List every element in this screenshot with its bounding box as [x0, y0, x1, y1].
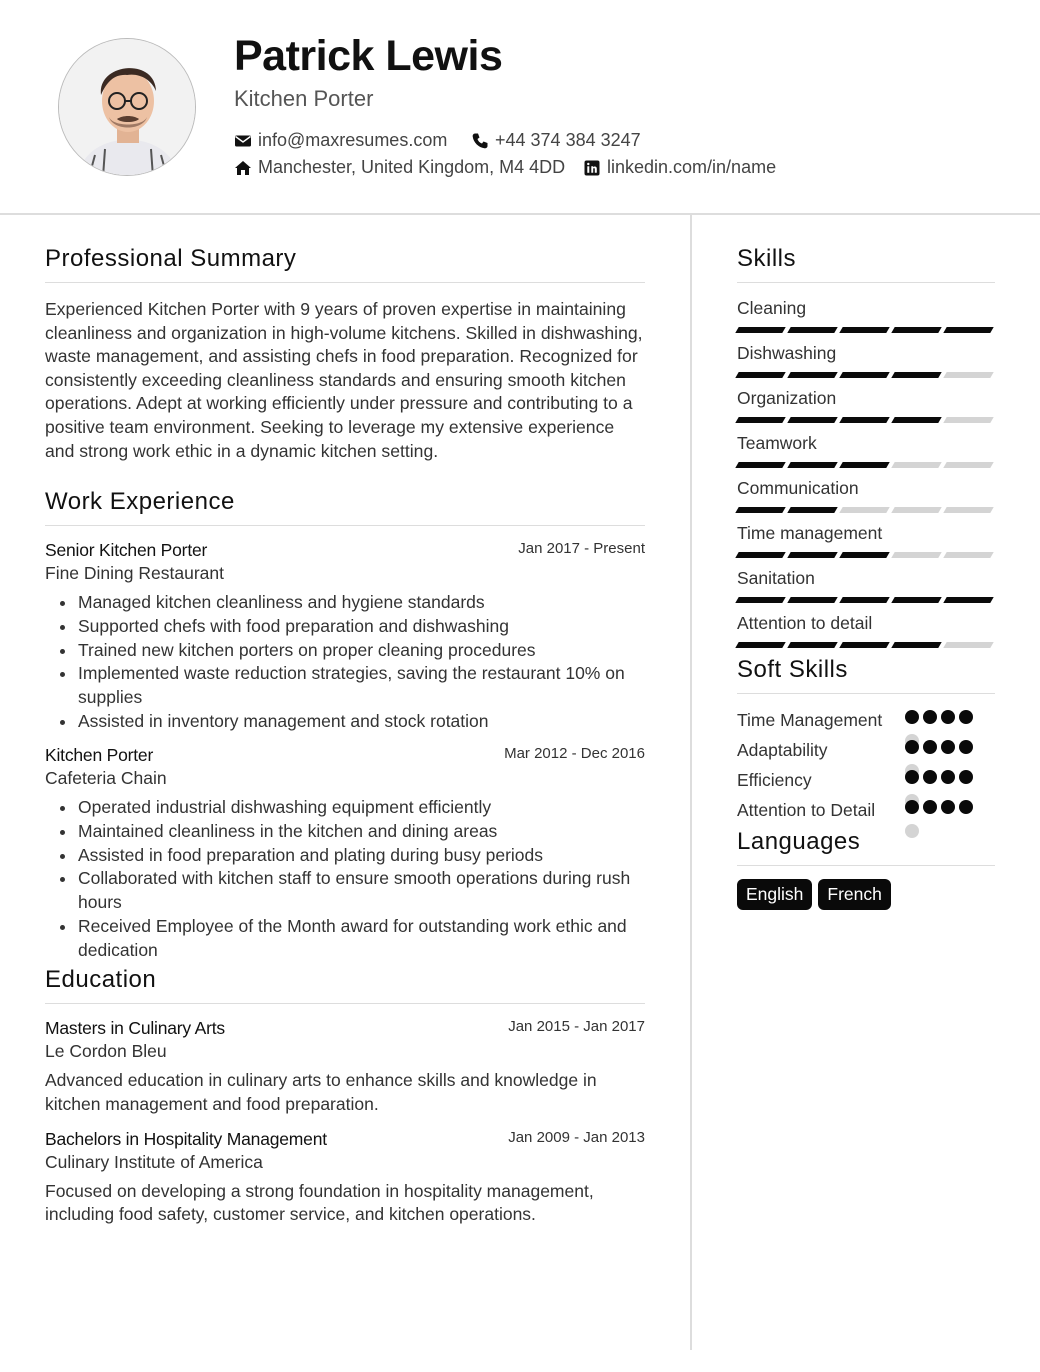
skill-level-bar [737, 462, 995, 468]
bullet-item: Implemented waste reduction strategies, saving the restaurant 10% on supplies [45, 662, 645, 709]
skill-item [737, 298, 995, 333]
rating-dot [905, 800, 919, 814]
skill-level-segment [787, 327, 837, 333]
job-title: Kitchen Porter [234, 86, 374, 111]
soft-skill-rating [905, 800, 985, 838]
skill-level-segment [735, 327, 785, 333]
bullet-item: Trained new kitchen porters on proper cleaning procedures [45, 639, 645, 663]
linkedin-text: linkedin.com/in/name [607, 157, 777, 177]
phone-text: +44 374 384 3247 [495, 130, 641, 150]
contact-phone[interactable] [471, 130, 641, 151]
skill-item [737, 343, 995, 378]
soft-skill-name: Time Management [737, 710, 883, 730]
skill-level-bar [737, 372, 995, 378]
rating-dot [905, 740, 919, 754]
contact-address [234, 157, 565, 178]
job-company: Cafeteria Chain [45, 768, 167, 789]
languages-heading: Languages [737, 828, 995, 866]
skill-item [737, 613, 995, 648]
home-icon [234, 159, 252, 177]
envelope-icon [234, 132, 252, 150]
rating-dot [923, 800, 937, 814]
bullet-item: Maintained cleanliness in the kitchen and dining areas [45, 820, 645, 844]
education-entry [45, 1129, 645, 1227]
education-description: Focused on developing a strong foundation in hospitality management, including food safety, customer service, and kitchen operations. [45, 1180, 594, 1225]
skill-level-segment [735, 552, 785, 558]
skill-level-segment [839, 507, 889, 513]
skill-name: Communication [737, 478, 859, 498]
skill-level-segment [735, 372, 785, 378]
bullet-item: Collaborated with kitchen staff to ensure smooth operations during rush hours [45, 867, 645, 914]
rating-dot [923, 710, 937, 724]
skill-level-segment [839, 552, 889, 558]
skill-level-segment [787, 417, 837, 423]
soft-skills-heading: Soft Skills [737, 656, 995, 694]
education-entry [45, 1018, 645, 1116]
rating-dot [923, 770, 937, 784]
skill-level-bar [737, 417, 995, 423]
skill-level-bar [737, 642, 995, 648]
skill-item [737, 523, 995, 558]
skill-level-segment [839, 642, 889, 648]
skill-level-segment [891, 417, 941, 423]
address-text: Manchester, United Kingdom, M4 4DD [258, 157, 566, 177]
skill-level-bar [737, 507, 995, 513]
education-heading: Education [45, 966, 645, 1004]
skill-level-segment [735, 597, 785, 603]
resume-header [0, 0, 1040, 215]
soft-skill-name: Adaptability [737, 740, 828, 760]
skill-level-segment [839, 372, 889, 378]
skill-name: Organization [737, 388, 837, 408]
skill-level-segment [787, 552, 837, 558]
soft-skill-item [737, 768, 995, 792]
skill-level-segment [943, 597, 993, 603]
skill-level-segment [839, 462, 889, 468]
education-dates: Jan 2009 - Jan 2013 [508, 1128, 645, 1146]
rating-dot [959, 740, 973, 754]
job-role: Kitchen Porter [45, 745, 154, 766]
soft-skills-list [737, 708, 995, 822]
rating-dot [941, 710, 955, 724]
skill-item [737, 388, 995, 423]
skill-level-segment [891, 642, 941, 648]
languages-list [737, 879, 995, 910]
rating-dot [905, 710, 919, 724]
skill-name: Teamwork [737, 433, 817, 453]
summary-text: Experienced Kitchen Porter with 9 years of proven expertise in maintaining cleanliness and organization in high-volume kitchens. Skilled in dishwashing, waste management, and assisting chefs in food preparation. Recognized for consistently exceeding cleanliness standards and ensuring smooth kitchen operations. Adept at working efficiently under pressure and contributing to a positive team environment. Seeking to leverage my extensive experience and strong work ethic in a dynamic kitchen setting. [45, 299, 643, 461]
rating-dot [941, 740, 955, 754]
rating-dot [923, 740, 937, 754]
skill-level-segment [839, 597, 889, 603]
phone-icon [471, 132, 489, 150]
rating-dot [959, 800, 973, 814]
skill-level-bar [737, 327, 995, 333]
experience-heading: Work Experience [45, 488, 645, 526]
degree-name: Masters in Culinary Arts [45, 1018, 225, 1039]
skills-heading: Skills [737, 245, 995, 283]
linkedin-icon [583, 159, 601, 177]
skill-level-segment [735, 642, 785, 648]
skill-name: Sanitation [737, 568, 815, 588]
rating-dot [959, 710, 973, 724]
soft-skill-name: Attention to Detail [737, 800, 876, 820]
candidate-name: Patrick Lewis [234, 32, 503, 80]
skill-level-segment [735, 417, 785, 423]
soft-skill-item [737, 708, 995, 732]
skill-level-segment [891, 327, 941, 333]
skill-name: Dishwashing [737, 343, 837, 363]
job-dates: Jan 2017 - Present [518, 540, 645, 558]
contact-linkedin[interactable] [583, 157, 776, 178]
skill-level-segment [891, 372, 941, 378]
skill-level-bar [737, 552, 995, 558]
skill-level-segment [787, 372, 837, 378]
bullet-item: Managed kitchen cleanliness and hygiene standards [45, 591, 645, 615]
column-divider [690, 215, 692, 1350]
school-name: Le Cordon Bleu [45, 1041, 167, 1062]
soft-skill-item [737, 798, 995, 822]
contact-email[interactable] [234, 130, 447, 151]
bullet-item: Supported chefs with food preparation and dishwashing [45, 615, 645, 639]
job-dates: Mar 2012 - Dec 2016 [504, 745, 645, 763]
skill-level-segment [839, 417, 889, 423]
skill-level-segment [943, 552, 993, 558]
skill-level-segment [943, 462, 993, 468]
language-tag: English [737, 879, 812, 910]
skill-level-segment [943, 507, 993, 513]
skill-level-segment [891, 597, 941, 603]
skills-list [737, 298, 995, 648]
email-text: info@maxresumes.com [258, 130, 448, 150]
job-bullets [45, 591, 645, 733]
skill-level-segment [735, 507, 785, 513]
skill-name: Time management [737, 523, 883, 543]
main-column [45, 245, 645, 1227]
language-tag: French [818, 879, 890, 910]
rating-dot [905, 770, 919, 784]
skill-item [737, 568, 995, 603]
skill-level-segment [735, 462, 785, 468]
education-description: Advanced education in culinary arts to enhance skills and knowledge in kitchen management and food preparation. [45, 1070, 597, 1114]
bullet-item: Operated industrial dishwashing equipment efficiently [45, 796, 645, 820]
rating-dot [941, 770, 955, 784]
degree-name: Bachelors in Hospitality Management [45, 1128, 327, 1149]
skill-level-segment [787, 507, 837, 513]
bullet-item: Assisted in food preparation and plating during busy periods [45, 844, 645, 868]
skill-level-segment [891, 462, 941, 468]
skill-level-segment [891, 552, 941, 558]
job-company: Fine Dining Restaurant [45, 563, 224, 584]
job-bullets [45, 796, 645, 962]
profile-photo [58, 38, 196, 176]
skill-level-bar [737, 597, 995, 603]
education-dates: Jan 2015 - Jan 2017 [508, 1018, 645, 1036]
skill-level-segment [891, 507, 941, 513]
skill-level-segment [787, 462, 837, 468]
skill-level-segment [839, 327, 889, 333]
job-role: Senior Kitchen Porter [45, 540, 208, 561]
job-entry [45, 745, 645, 962]
soft-skill-name: Efficiency [737, 770, 812, 790]
rating-dot [941, 800, 955, 814]
skill-level-segment [943, 372, 993, 378]
bullet-item: Assisted in inventory management and stock rotation [45, 710, 645, 734]
rating-dot [959, 770, 973, 784]
rating-dot [905, 824, 919, 838]
job-entry [45, 540, 645, 733]
summary-heading: Professional Summary [45, 245, 645, 283]
soft-skill-item [737, 738, 995, 762]
avatar-illustration [59, 39, 196, 176]
skill-item [737, 478, 995, 513]
side-column [737, 245, 995, 910]
skill-level-segment [787, 597, 837, 603]
school-name: Culinary Institute of America [45, 1151, 263, 1172]
bullet-item: Received Employee of the Month award for outstanding work ethic and dedication [45, 915, 645, 962]
skill-level-segment [943, 327, 993, 333]
skill-level-segment [943, 417, 993, 423]
skill-level-segment [787, 642, 837, 648]
skill-name: Cleaning [737, 298, 807, 318]
skill-name: Attention to detail [737, 613, 873, 633]
skill-level-segment [943, 642, 993, 648]
skill-item [737, 433, 995, 468]
